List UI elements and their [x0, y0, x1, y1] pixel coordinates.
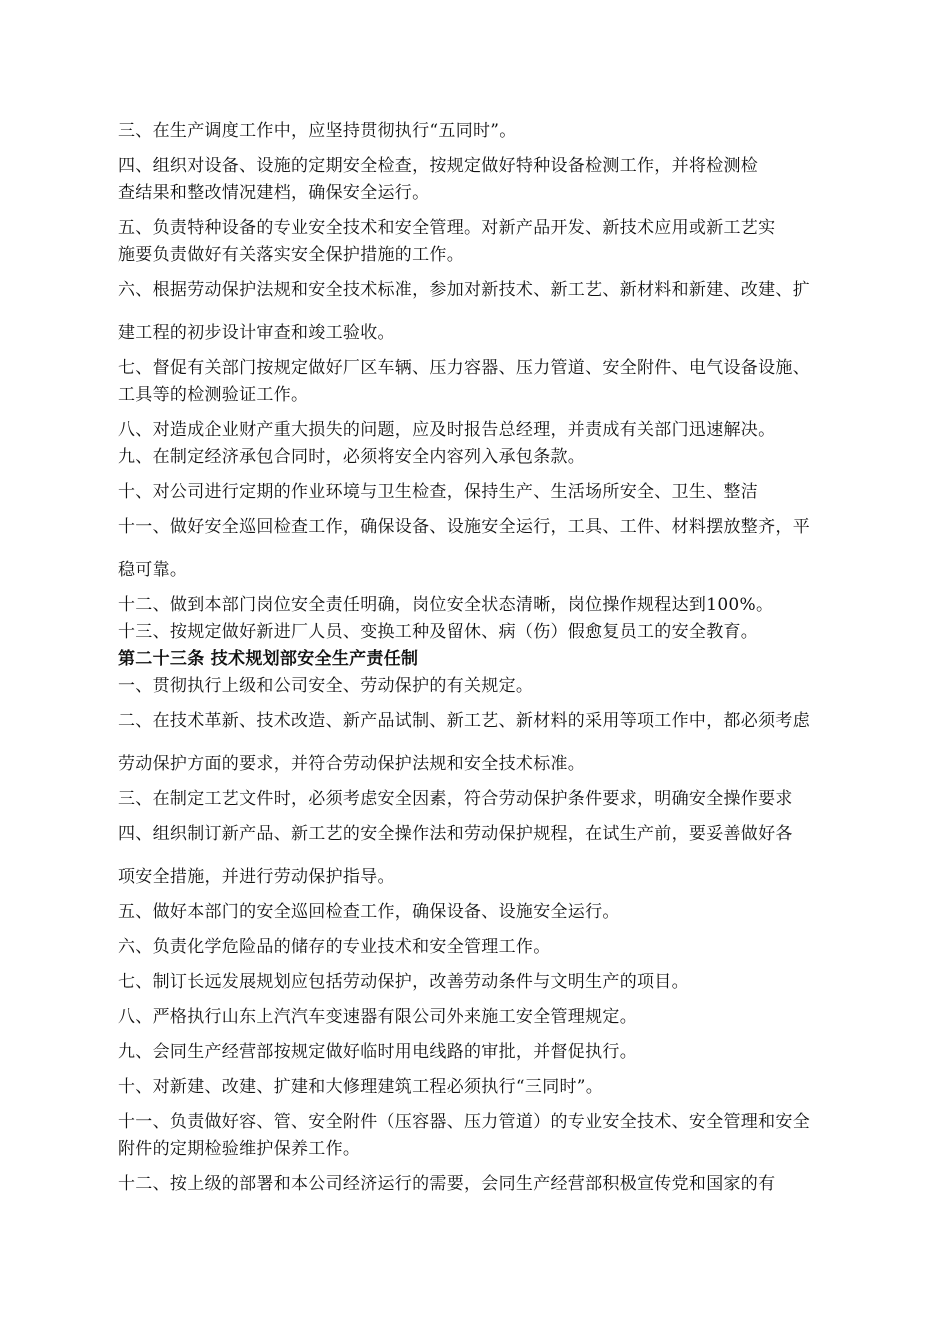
- text-line: 建工程的初步设计审查和竣工验收。: [118, 323, 395, 343]
- text-line: 稳可靠。: [118, 560, 188, 580]
- text-line: 七、制订长远发展规划应包括劳动保护，改善劳动条件与文明生产的项目。: [118, 972, 689, 992]
- text-line: 附件的定期检验维护保养工作。: [118, 1139, 361, 1159]
- text-line: 九、会同生产经营部按规定做好临时用电线路的审批，并督促执行。: [118, 1042, 637, 1062]
- text-line: 九、在制定经济承包合同时，必须将安全内容列入承包条款。: [118, 447, 586, 467]
- text-line: 工具等的检测验证工作。: [118, 385, 309, 405]
- text-line: 二、在技术革新、技术改造、新产品试制、新工艺、新材料的采用等项工作中，都必须考虑: [118, 711, 810, 731]
- text-line: 十、对新建、改建、扩建和大修理建筑工程必须执行“三同时”。: [118, 1077, 604, 1097]
- text-line: 六、根据劳动保护法规和安全技术标准，参加对新技术、新工艺、新材料和新建、改建、扩: [118, 280, 810, 300]
- text-line: 劳动保护方面的要求，并符合劳动保护法规和安全技术标准。: [118, 754, 586, 774]
- text-line: 三、在制定工艺文件时，必须考虑安全因素，符合劳动保护条件要求，明确安全操作要求: [118, 789, 793, 809]
- text-line: 一、贯彻执行上级和公司安全、劳动保护的有关规定。: [118, 676, 534, 696]
- document-page: [118, 120, 838, 1196]
- text-line: 六、负责化学危险品的储存的专业技术和安全管理工作。: [118, 937, 551, 957]
- text-line: 七、督促有关部门按规定做好厂区车辆、压力容器、压力管道、安全附件、电气设备设施、: [118, 358, 810, 378]
- text-line: 十二、做到本部门岗位安全责任明确，岗位安全状态清晰，岗位操作规程达到100%。: [118, 595, 774, 615]
- text-line: 四、组织制订新产品、新工艺的安全操作法和劳动保护规程，在试生产前，要妥善做好各: [118, 824, 793, 844]
- text-line: 八、对造成企业财产重大损失的问题，应及时报告总经理，并责成有关部门迅速解决。: [118, 420, 776, 440]
- section-heading: 第二十三条 技术规划部安全生产责任制: [118, 649, 419, 669]
- text-line: 三、在生产调度工作中，应坚持贯彻执行“五同时”。: [118, 121, 517, 141]
- text-line: 五、负责特种设备的专业安全技术和安全管理。对新产品开发、新技术应用或新工艺实: [118, 218, 776, 238]
- text-line: 八、严格执行山东上汽汽车变速器有限公司外来施工安全管理规定。: [118, 1007, 637, 1027]
- text-line: 查结果和整改情况建档，确保安全运行。: [118, 183, 430, 203]
- text-line: 施要负责做好有关落实安全保护措施的工作。: [118, 245, 464, 265]
- text-line: 十一、做好安全巡回检查工作，确保设备、设施安全运行，工具、工件、材料摆放整齐，平: [118, 517, 810, 537]
- text-line: 四、组织对设备、设施的定期安全检查，按规定做好特种设备检测工作，并将检测检: [118, 156, 759, 176]
- text-line: 十三、按规定做好新进厂人员、变换工种及留休、病（伤）假愈复员工的安全教育。: [118, 622, 759, 642]
- text-line: 五、做好本部门的安全巡回检查工作，确保设备、设施安全运行。: [118, 902, 620, 922]
- text-line: 十一、负责做好容、管、安全附件（压容器、压力管道）的专业安全技术、安全管理和安全: [118, 1112, 810, 1132]
- text-line: 项安全措施，并进行劳动保护指导。: [118, 867, 395, 887]
- text-line: 十二、按上级的部署和本公司经济运行的需要，会同生产经营部积极宣传党和国家的有: [118, 1174, 776, 1194]
- text-line: 十、对公司进行定期的作业环境与卫生检查，保持生产、生活场所安全、卫生、整洁: [118, 482, 759, 502]
